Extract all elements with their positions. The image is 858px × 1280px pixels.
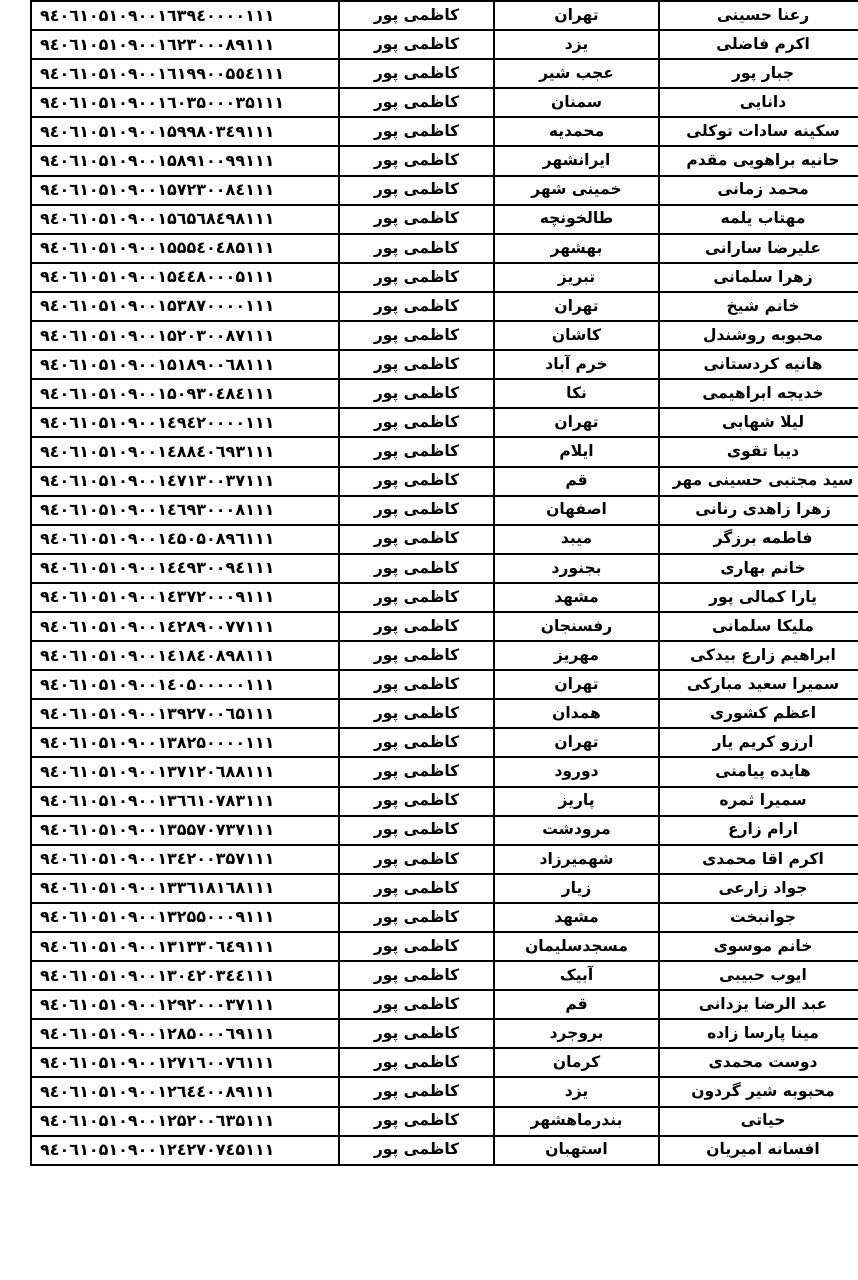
tracking-code-cell: ۹٤۰٦۱۰۵۱۰۹۰۰۱۵٤٤۸۰۰۰۵۱۱۱ bbox=[31, 263, 339, 292]
recipient-name-cell: سکینه سادات توکلی bbox=[659, 117, 858, 146]
city-cell: بندرماهشهر bbox=[494, 1107, 659, 1136]
tracking-code-cell: ۹٤۰٦۱۰۵۱۰۹۰۰۱۳۷۱۲۰٦۸۸۱۱۱ bbox=[31, 757, 339, 786]
roster-table-container bbox=[30, 0, 854, 1272]
tracking-code-cell: ۹٤۰٦۱۰۵۱۰۹۰۰۱٤۰۵۰۰۰۰۰۱۱۱ bbox=[31, 670, 339, 699]
tracking-code-cell: ۹٤۰٦۱۰۵۱۰۹۰۰۱۵۷۲۳۰۰۸٤۱۱۱ bbox=[31, 176, 339, 205]
table-row bbox=[31, 699, 858, 728]
city-cell: استهبان bbox=[494, 1136, 659, 1165]
city-cell: خرم آباد bbox=[494, 350, 659, 379]
agent-name-cell: کاظمی پور bbox=[339, 496, 494, 525]
tracking-code-cell: ۹٤۰٦۱۰۵۱۰۹۰۰۱٤٤۹۳۰۰۹٤۱۱۱ bbox=[31, 554, 339, 583]
tracking-code-cell: ۹٤۰٦۱۰۵۱۰۹۰۰۱۳۲۵۵۰۰۰۹۱۱۱ bbox=[31, 903, 339, 932]
agent-name-cell: کاظمی پور bbox=[339, 205, 494, 234]
agent-name-cell: کاظمی پور bbox=[339, 1107, 494, 1136]
table-row bbox=[31, 932, 858, 961]
recipient-name-cell: محبوبه روشندل bbox=[659, 321, 858, 350]
recipient-name-cell: خدیجه ابراهیمی bbox=[659, 379, 858, 408]
agent-name-cell: کاظمی پور bbox=[339, 525, 494, 554]
recipient-name-cell: عبد الرضا یزدانی bbox=[659, 990, 858, 1019]
tracking-code-cell: ۹٤۰٦۱۰۵۱۰۹۰۰۱٤٦۹۳۰۰۰۸۱۱۱ bbox=[31, 496, 339, 525]
table-row bbox=[31, 670, 858, 699]
table-row bbox=[31, 641, 858, 670]
table-row bbox=[31, 350, 858, 379]
tracking-code-cell: ۹٤۰٦۱۰۵۱۰۹۰۰۱۲۷۱٦۰۰۷٦۱۱۱ bbox=[31, 1048, 339, 1077]
recipient-name-cell: حیاتی bbox=[659, 1107, 858, 1136]
agent-name-cell: کاظمی پور bbox=[339, 845, 494, 874]
recipient-name-cell: دوست محمدی bbox=[659, 1048, 858, 1077]
agent-name-cell: کاظمی پور bbox=[339, 146, 494, 175]
agent-name-cell: کاظمی پور bbox=[339, 757, 494, 786]
agent-name-cell: کاظمی پور bbox=[339, 990, 494, 1019]
table-row bbox=[31, 176, 858, 205]
table-row bbox=[31, 117, 858, 146]
recipient-name-cell: رعنا حسینی bbox=[659, 1, 858, 30]
city-cell: زیار bbox=[494, 874, 659, 903]
agent-name-cell: کاظمی پور bbox=[339, 263, 494, 292]
city-cell: رفسنجان bbox=[494, 612, 659, 641]
recipient-name-cell: اعظم کشوری bbox=[659, 699, 858, 728]
table-row bbox=[31, 1107, 858, 1136]
city-cell: بجنورد bbox=[494, 554, 659, 583]
tracking-code-cell: ۹٤۰٦۱۰۵۱۰۹۰۰۱۵٦۵٦۸٤۹۸۱۱۱ bbox=[31, 205, 339, 234]
table-row bbox=[31, 525, 858, 554]
recipient-name-cell: ابراهیم زارع بیدکی bbox=[659, 641, 858, 670]
tracking-code-cell: ۹٤۰٦۱۰۵۱۰۹۰۰۱٤۱۸٤۰۸۹۸۱۱۱ bbox=[31, 641, 339, 670]
tracking-code-cell: ۹٤۰٦۱۰۵۱۰۹۰۰۱۵۱۸۹۰۰٦۸۱۱۱ bbox=[31, 350, 339, 379]
city-cell: مشهد bbox=[494, 583, 659, 612]
city-cell: تبریز bbox=[494, 263, 659, 292]
recipient-name-cell: محمد زمانی bbox=[659, 176, 858, 205]
city-cell: سمنان bbox=[494, 88, 659, 117]
agent-name-cell: کاظمی پور bbox=[339, 1077, 494, 1106]
table-row bbox=[31, 408, 858, 437]
table-row bbox=[31, 874, 858, 903]
tracking-code-cell: ۹٤۰٦۱۰۵۱۰۹۰۰۱۳۵۵۷۰۷۳۷۱۱۱ bbox=[31, 816, 339, 845]
agent-name-cell: کاظمی پور bbox=[339, 467, 494, 496]
city-cell: قم bbox=[494, 467, 659, 496]
tracking-code-cell: ۹٤۰٦۱۰۵۱۰۹۰۰۱۳۳٦۱۸۱٦۸۱۱۱ bbox=[31, 874, 339, 903]
recipient-name-cell: ملیکا سلمانی bbox=[659, 612, 858, 641]
city-cell: بروجرد bbox=[494, 1019, 659, 1048]
agent-name-cell: کاظمی پور bbox=[339, 816, 494, 845]
recipient-name-cell: دیبا تقوی bbox=[659, 437, 858, 466]
tracking-code-cell: ۹٤۰٦۱۰۵۱۰۹۰۰۱٤۹٤۲۰۰۰۰۱۱۱ bbox=[31, 408, 339, 437]
table-row bbox=[31, 554, 858, 583]
agent-name-cell: کاظمی پور bbox=[339, 88, 494, 117]
table-row bbox=[31, 234, 858, 263]
city-cell: تهران bbox=[494, 728, 659, 757]
recipient-name-cell: خانم شیخ bbox=[659, 292, 858, 321]
recipient-name-cell: زهرا زاهدی رنانی bbox=[659, 496, 858, 525]
city-cell: مسجدسلیمان bbox=[494, 932, 659, 961]
recipient-name-cell: یارا کمالی پور bbox=[659, 583, 858, 612]
agent-name-cell: کاظمی پور bbox=[339, 583, 494, 612]
roster-table bbox=[30, 0, 858, 1166]
city-cell: مشهد bbox=[494, 903, 659, 932]
recipient-name-cell: ارزو کریم یار bbox=[659, 728, 858, 757]
city-cell: ایرانشهر bbox=[494, 146, 659, 175]
table-row bbox=[31, 612, 858, 641]
agent-name-cell: کاظمی پور bbox=[339, 379, 494, 408]
table-row bbox=[31, 205, 858, 234]
city-cell: میبد bbox=[494, 525, 659, 554]
city-cell: مهریز bbox=[494, 641, 659, 670]
table-row bbox=[31, 88, 858, 117]
table-row bbox=[31, 467, 858, 496]
agent-name-cell: کاظمی پور bbox=[339, 787, 494, 816]
recipient-name-cell: دانایی bbox=[659, 88, 858, 117]
tracking-code-cell: ۹٤۰٦۱۰۵۱۰۹۰۰۱۳۸۲۵۰۰۰۰۱۱۱ bbox=[31, 728, 339, 757]
table-row bbox=[31, 496, 858, 525]
tracking-code-cell: ۹٤۰٦۱۰۵۱۰۹۰۰۱۳۱۳۳۰٦٤۹۱۱۱ bbox=[31, 932, 339, 961]
recipient-name-cell: خانم موسوی bbox=[659, 932, 858, 961]
agent-name-cell: کاظمی پور bbox=[339, 1136, 494, 1165]
table-row bbox=[31, 1048, 858, 1077]
agent-name-cell: کاظمی پور bbox=[339, 1019, 494, 1048]
table-row bbox=[31, 59, 858, 88]
city-cell: بهشهر bbox=[494, 234, 659, 263]
city-cell: نکا bbox=[494, 379, 659, 408]
tracking-code-cell: ۹٤۰٦۱۰۵۱۰۹۰۰۱۲۸۵۰۰۰٦۹۱۱۱ bbox=[31, 1019, 339, 1048]
agent-name-cell: کاظمی پور bbox=[339, 612, 494, 641]
tracking-code-cell: ۹٤۰٦۱۰۵۱۰۹۰۰۱۵۰۹۳۰٤۸٤۱۱۱ bbox=[31, 379, 339, 408]
table-row bbox=[31, 1, 858, 30]
tracking-code-cell: ۹٤۰٦۱۰۵۱۰۹۰۰۱۵۵۵٤۰٤۸۵۱۱۱ bbox=[31, 234, 339, 263]
city-cell: تهران bbox=[494, 1, 659, 30]
recipient-name-cell: سمیرا ثمره bbox=[659, 787, 858, 816]
agent-name-cell: کاظمی پور bbox=[339, 670, 494, 699]
tracking-code-cell: ۹٤۰٦۱۰۵۱۰۹۰۰۱۵۲۰۳۰۰۸۷۱۱۱ bbox=[31, 321, 339, 350]
tracking-code-cell: ۹٤۰٦۱۰۵۱۰۹۰۰۱٤۷۱۳۰۰۳۷۱۱۱ bbox=[31, 467, 339, 496]
tracking-code-cell: ۹٤۰٦۱۰۵۱۰۹۰۰۱٦۳۹٤۰۰۰۰۱۱۱ bbox=[31, 1, 339, 30]
city-cell: اصفهان bbox=[494, 496, 659, 525]
recipient-name-cell: مهتاب یلمه bbox=[659, 205, 858, 234]
table-row bbox=[31, 961, 858, 990]
table-row bbox=[31, 787, 858, 816]
recipient-name-cell: سمیرا سعید مبارکی bbox=[659, 670, 858, 699]
city-cell: شهمیرزاد bbox=[494, 845, 659, 874]
tracking-code-cell: ۹٤۰٦۱۰۵۱۰۹۰۰۱۵۳۸۷۰۰۰۰۱۱۱ bbox=[31, 292, 339, 321]
table-row bbox=[31, 321, 858, 350]
table-row bbox=[31, 437, 858, 466]
tracking-code-cell: ۹٤۰٦۱۰۵۱۰۹۰۰۱۲٦٤٤۰۰۸۹۱۱۱ bbox=[31, 1077, 339, 1106]
tracking-code-cell: ۹٤۰٦۱۰۵۱۰۹۰۰۱۲۹۲۰۰۰۳۷۱۱۱ bbox=[31, 990, 339, 1019]
city-cell: کرمان bbox=[494, 1048, 659, 1077]
tracking-code-cell: ۹٤۰٦۱۰۵۱۰۹۰۰۱۲۵۲۰۰٦۳۵۱۱۱ bbox=[31, 1107, 339, 1136]
tracking-code-cell: ۹٤۰٦۱۰۵۱۰۹۰۰۱٦۲۳۰۰۰۸۹۱۱۱ bbox=[31, 30, 339, 59]
agent-name-cell: کاظمی پور bbox=[339, 321, 494, 350]
table-row bbox=[31, 728, 858, 757]
tracking-code-cell: ۹٤۰٦۱۰۵۱۰۹۰۰۱٤۸۸٤۰٦۹۳۱۱۱ bbox=[31, 437, 339, 466]
city-cell: دورود bbox=[494, 757, 659, 786]
table-row bbox=[31, 1077, 858, 1106]
agent-name-cell: کاظمی پور bbox=[339, 59, 494, 88]
recipient-name-cell: محبوبه شیر گردون bbox=[659, 1077, 858, 1106]
table-row bbox=[31, 903, 858, 932]
tracking-code-cell: ۹٤۰٦۱۰۵۱۰۹۰۰۱٤۳۷۲۰۰۰۹۱۱۱ bbox=[31, 583, 339, 612]
table-row bbox=[31, 292, 858, 321]
agent-name-cell: کاظمی پور bbox=[339, 699, 494, 728]
city-cell: آبیک bbox=[494, 961, 659, 990]
agent-name-cell: کاظمی پور bbox=[339, 234, 494, 263]
agent-name-cell: کاظمی پور bbox=[339, 903, 494, 932]
tracking-code-cell: ۹٤۰٦۱۰۵۱۰۹۰۰۱۵۸۹۱۰۰۹۹۱۱۱ bbox=[31, 146, 339, 175]
agent-name-cell: کاظمی پور bbox=[339, 1, 494, 30]
table-row bbox=[31, 816, 858, 845]
agent-name-cell: کاظمی پور bbox=[339, 117, 494, 146]
city-cell: یزد bbox=[494, 30, 659, 59]
agent-name-cell: کاظمی پور bbox=[339, 408, 494, 437]
recipient-name-cell: سید مجتبی حسینی مهر bbox=[659, 467, 858, 496]
tracking-code-cell: ۹٤۰٦۱۰۵۱۰۹۰۰۱۲٤۲۷۰۷٤۵۱۱۱ bbox=[31, 1136, 339, 1165]
recipient-name-cell: ایوب حبیبی bbox=[659, 961, 858, 990]
table-row bbox=[31, 583, 858, 612]
city-cell: تهران bbox=[494, 670, 659, 699]
roster-table-body bbox=[31, 1, 858, 1165]
table-row bbox=[31, 1136, 858, 1165]
table-row bbox=[31, 263, 858, 292]
tracking-code-cell: ۹٤۰٦۱۰۵۱۰۹۰۰۱٦۱۹۹۰۰۵٥٤۱۱۱ bbox=[31, 59, 339, 88]
recipient-name-cell: هایده پیامنی bbox=[659, 757, 858, 786]
recipient-name-cell: هانیه کردستانی bbox=[659, 350, 858, 379]
tracking-code-cell: ۹٤۰٦۱۰۵۱۰۹۰۰۱۳٤۲۰۰۳۵۷۱۱۱ bbox=[31, 845, 339, 874]
agent-name-cell: کاظمی پور bbox=[339, 30, 494, 59]
city-cell: کاشان bbox=[494, 321, 659, 350]
recipient-name-cell: جبار پور bbox=[659, 59, 858, 88]
recipient-name-cell: جواد زارعی bbox=[659, 874, 858, 903]
agent-name-cell: کاظمی پور bbox=[339, 728, 494, 757]
agent-name-cell: کاظمی پور bbox=[339, 1048, 494, 1077]
city-cell: محمدیه bbox=[494, 117, 659, 146]
city-cell: خمینی شهر bbox=[494, 176, 659, 205]
recipient-name-cell: خانم بهاری bbox=[659, 554, 858, 583]
agent-name-cell: کاظمی پور bbox=[339, 350, 494, 379]
recipient-name-cell: زهرا سلمانی bbox=[659, 263, 858, 292]
tracking-code-cell: ۹٤۰٦۱۰۵۱۰۹۰۰۱۳٦٦۱۰۷۸۳۱۱۱ bbox=[31, 787, 339, 816]
city-cell: قم bbox=[494, 990, 659, 1019]
agent-name-cell: کاظمی پور bbox=[339, 641, 494, 670]
recipient-name-cell: ارام زارع bbox=[659, 816, 858, 845]
agent-name-cell: کاظمی پور bbox=[339, 437, 494, 466]
city-cell: یزد bbox=[494, 1077, 659, 1106]
recipient-name-cell: حانیه براهویی مقدم bbox=[659, 146, 858, 175]
city-cell: تهران bbox=[494, 292, 659, 321]
table-row bbox=[31, 1019, 858, 1048]
tracking-code-cell: ۹٤۰٦۱۰۵۱۰۹۰۰۱٤۵۰۵۰۸۹٦۱۱۱ bbox=[31, 525, 339, 554]
table-row bbox=[31, 757, 858, 786]
recipient-name-cell: فاطمه برزگر bbox=[659, 525, 858, 554]
table-row bbox=[31, 146, 858, 175]
agent-name-cell: کاظمی پور bbox=[339, 932, 494, 961]
tracking-code-cell: ۹٤۰٦۱۰۵۱۰۹۰۰۱٦۰۳۵۰۰۰۳۵۱۱۱ bbox=[31, 88, 339, 117]
tracking-code-cell: ۹٤۰٦۱۰۵۱۰۹۰۰۱۳۹۲۷۰۰٦۵۱۱۱ bbox=[31, 699, 339, 728]
city-cell: طالخونچه bbox=[494, 205, 659, 234]
recipient-name-cell: علیرضا سارانی bbox=[659, 234, 858, 263]
table-row bbox=[31, 30, 858, 59]
city-cell: عجب شیر bbox=[494, 59, 659, 88]
city-cell: پاریز bbox=[494, 787, 659, 816]
city-cell: همدان bbox=[494, 699, 659, 728]
city-cell: تهران bbox=[494, 408, 659, 437]
agent-name-cell: کاظمی پور bbox=[339, 961, 494, 990]
city-cell: ایلام bbox=[494, 437, 659, 466]
city-cell: مرودشت bbox=[494, 816, 659, 845]
recipient-name-cell: افسانه امیریان bbox=[659, 1136, 858, 1165]
agent-name-cell: کاظمی پور bbox=[339, 292, 494, 321]
agent-name-cell: کاظمی پور bbox=[339, 554, 494, 583]
table-row bbox=[31, 990, 858, 1019]
tracking-code-cell: ۹٤۰٦۱۰۵۱۰۹۰۰۱٤۲۸۹۰۰۷۷۱۱۱ bbox=[31, 612, 339, 641]
tracking-code-cell: ۹٤۰٦۱۰۵۱۰۹۰۰۱۵۹۹۸۰۳٤۹۱۱۱ bbox=[31, 117, 339, 146]
table-row bbox=[31, 379, 858, 408]
table-row bbox=[31, 845, 858, 874]
tracking-code-cell: ۹٤۰٦۱۰۵۱۰۹۰۰۱۳۰٤۲۰۳٤٤۱۱۱ bbox=[31, 961, 339, 990]
recipient-name-cell: مینا پارسا زاده bbox=[659, 1019, 858, 1048]
recipient-name-cell: اکرم اقا محمدی bbox=[659, 845, 858, 874]
recipient-name-cell: جوانبخت bbox=[659, 903, 858, 932]
agent-name-cell: کاظمی پور bbox=[339, 176, 494, 205]
recipient-name-cell: اکرم فاضلی bbox=[659, 30, 858, 59]
agent-name-cell: کاظمی پور bbox=[339, 874, 494, 903]
recipient-name-cell: لیلا شهابی bbox=[659, 408, 858, 437]
